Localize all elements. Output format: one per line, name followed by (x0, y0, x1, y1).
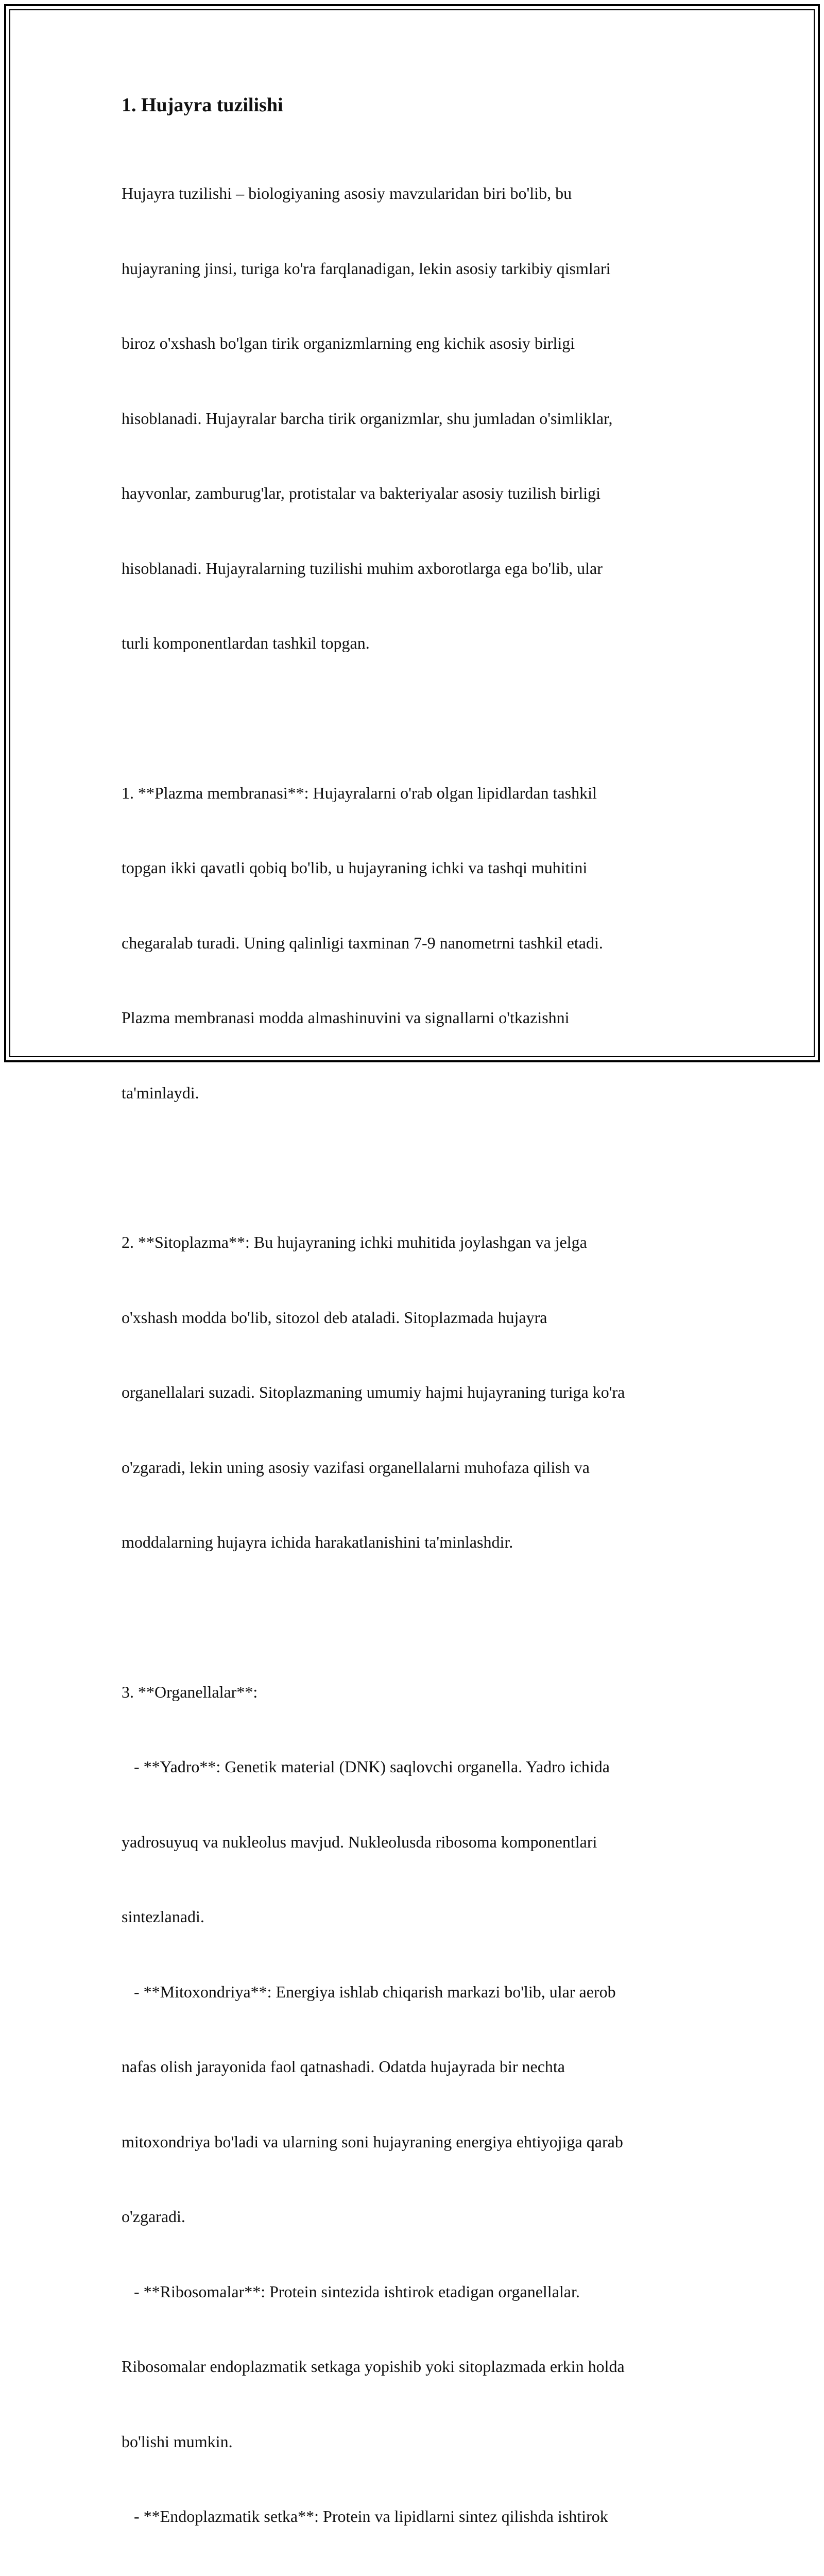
plasma-membrane-paragraph (122, 731, 709, 1156)
text-line: moddalarning hujayra ichida harakatlanishini ta'minlashdir. (122, 1530, 709, 1555)
text-line: o'zgaradi, lekin uning asosiy vazifasi organellalarni muhofaza qilish va (122, 1455, 709, 1480)
text-line: o'zgaradi. (122, 2204, 709, 2229)
text-line: mitoxondriya bo'ladi va ularning soni hujayraning energiya ehtiyojiga qarab (122, 2129, 709, 2155)
text-line: turli komponentlardan tashkil topgan. (122, 631, 709, 656)
text-line: 1. **Plazma membranasi**: Hujayralarni o'rab olgan lipidlardan tashkil (122, 781, 709, 806)
text-line: bo'lishi mumkin. (122, 2429, 709, 2454)
text-line: hisoblanadi. Hujayralar barcha tirik organizmlar, shu jumladan o'simliklar, (122, 406, 709, 431)
text-line: hisoblanadi. Hujayralarning tuzilishi muhim axborotlarga ega bo'lib, ular (122, 556, 709, 581)
organelles-paragraph (122, 1630, 709, 2576)
text-line: topgan ikki qavatli qobiq bo'lib, u hujayraning ichki va tashqi muhitini (122, 855, 709, 880)
text-line: hayvonlar, zamburug'lar, protistalar va bakteriyalar asosiy tuzilish birligi (122, 481, 709, 506)
text-line: - **Mitoxondriya**: Energiya ishlab chiqarish markazi bo'lib, ular aerob (122, 1979, 709, 2005)
text-line: o'xshash modda bo'lib, sitozol deb ataladi. Sitoplazmada hujayra (122, 1305, 709, 1330)
text-line: Ribosomalar endoplazmatik setkaga yopishib yoki sitoplazmada erkin holda (122, 2354, 709, 2379)
text-line: 2. **Sitoplazma**: Bu hujayraning ichki muhitida joylashgan va jelga (122, 1230, 709, 1255)
text-line: hujayraning jinsi, turiga ko'ra farqlanadigan, lekin asosiy tarkibiy qismlari (122, 256, 709, 281)
section-heading: 1. Hujayra tuzilishi (122, 93, 709, 117)
text-line: chegaralab turadi. Uning qalinligi taxminan 7-9 nanometrni tashkil etadi. (122, 930, 709, 956)
text-line: organellalari suzadi. Sitoplazmaning umumiy hajmi hujayraning turiga ko'ra (122, 1380, 709, 1405)
cytoplasm-paragraph (122, 1180, 709, 1605)
document-body (122, 93, 709, 2576)
text-line: yadrosuyuq va nukleolus mavjud. Nukleolusda ribosoma komponentlari (122, 1829, 709, 1855)
text-line: - **Ribosomalar**: Protein sintezida ishtirok etadigan organellalar. (122, 2279, 709, 2304)
text-line: 3. **Organellalar**: (122, 1680, 709, 1705)
text-line: nafas olish jarayonida faol qatnashadi. Odatda hujayrada bir nechta (122, 2054, 709, 2079)
intro-paragraph (122, 131, 709, 706)
text-line: sintezlanadi. (122, 1904, 709, 1929)
text-line: ta'minlaydi. (122, 1080, 709, 1106)
text-line: biroz o'xshash bo'lgan tirik organizmlarning eng kichik asosiy birligi (122, 331, 709, 356)
text-line: Hujayra tuzilishi – biologiyaning asosiy mavzularidan biri bo'lib, bu (122, 181, 709, 206)
text-line: - **Yadro**: Genetik material (DNK) saqlovchi organella. Yadro ichida (122, 1754, 709, 1780)
text-line: Plazma membranasi modda almashinuvini va signallarni o'tkazishni (122, 1005, 709, 1030)
text-line: - **Endoplazmatik setka**: Protein va lipidlarni sintez qilishda ishtirok (122, 2504, 709, 2529)
